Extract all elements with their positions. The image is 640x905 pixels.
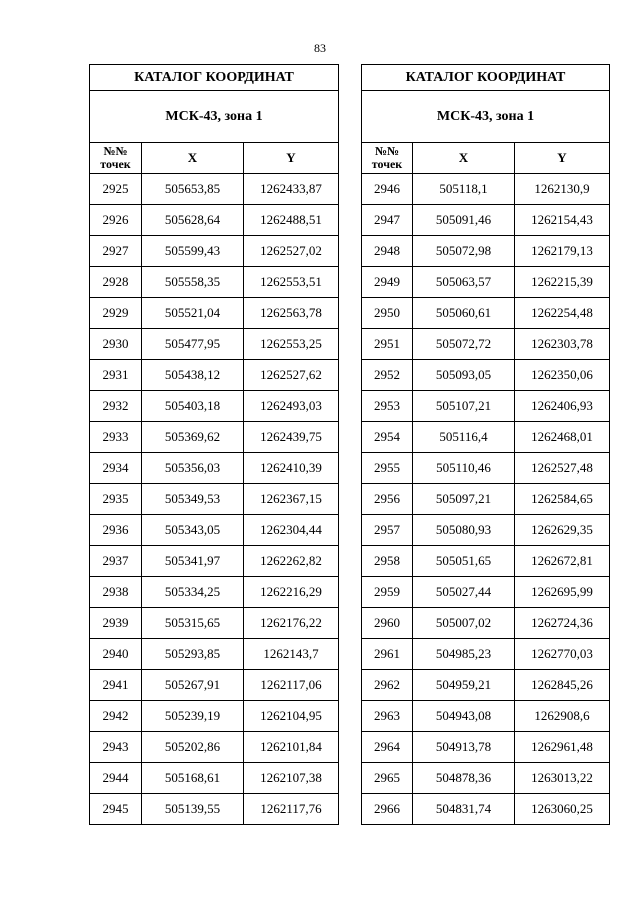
column-header-x: X [142, 143, 244, 174]
point-number-cell: 2935 [90, 484, 142, 515]
x-coordinate-cell: 505267,91 [142, 670, 244, 701]
table-row [362, 639, 610, 670]
column-header-y: Y [515, 143, 610, 174]
x-coordinate-cell: 505315,65 [142, 608, 244, 639]
y-coordinate-cell: 1262584,65 [515, 484, 610, 515]
x-coordinate-cell: 505097,21 [413, 484, 515, 515]
x-coordinate-cell: 505168,61 [142, 763, 244, 794]
table-row [90, 701, 339, 732]
y-coordinate-cell: 1262107,38 [244, 763, 339, 794]
point-number-cell: 2949 [362, 267, 413, 298]
table-row [362, 608, 610, 639]
x-coordinate-cell: 505080,93 [413, 515, 515, 546]
x-coordinate-cell: 505653,85 [142, 174, 244, 205]
point-number-cell: 2965 [362, 763, 413, 794]
y-coordinate-cell: 1262406,93 [515, 391, 610, 422]
table-row [362, 205, 610, 236]
point-number-cell: 2931 [90, 360, 142, 391]
y-coordinate-cell: 1262629,35 [515, 515, 610, 546]
table-row [362, 794, 610, 825]
x-coordinate-cell: 505063,57 [413, 267, 515, 298]
point-number-cell: 2938 [90, 577, 142, 608]
x-coordinate-cell: 505599,43 [142, 236, 244, 267]
x-coordinate-cell: 504985,23 [413, 639, 515, 670]
table-row [90, 577, 339, 608]
y-coordinate-cell: 1262101,84 [244, 732, 339, 763]
x-coordinate-cell: 505091,46 [413, 205, 515, 236]
x-coordinate-cell: 505110,46 [413, 453, 515, 484]
point-number-cell: 2963 [362, 701, 413, 732]
point-number-cell: 2950 [362, 298, 413, 329]
x-coordinate-cell: 505093,05 [413, 360, 515, 391]
point-number-cell: 2951 [362, 329, 413, 360]
point-number-cell: 2930 [90, 329, 142, 360]
table-row [90, 670, 339, 701]
catalog-title: КАТАЛОГ КООРДИНАТ [90, 65, 339, 91]
y-coordinate-cell: 1262553,51 [244, 267, 339, 298]
y-coordinate-cell: 1262961,48 [515, 732, 610, 763]
table-row [362, 453, 610, 484]
y-coordinate-cell: 1262143,7 [244, 639, 339, 670]
y-coordinate-cell: 1262672,81 [515, 546, 610, 577]
y-coordinate-cell: 1262303,78 [515, 329, 610, 360]
table-row [90, 608, 339, 639]
y-coordinate-cell: 1263060,25 [515, 794, 610, 825]
x-coordinate-cell: 505403,18 [142, 391, 244, 422]
y-coordinate-cell: 1262488,51 [244, 205, 339, 236]
x-coordinate-cell: 505293,85 [142, 639, 244, 670]
table-row [90, 484, 339, 515]
y-coordinate-cell: 1262908,6 [515, 701, 610, 732]
table-row [90, 732, 339, 763]
table-row [362, 701, 610, 732]
y-coordinate-cell: 1262439,75 [244, 422, 339, 453]
point-number-cell: 2928 [90, 267, 142, 298]
x-coordinate-cell: 505139,55 [142, 794, 244, 825]
table-row [362, 670, 610, 701]
point-number-cell: 2927 [90, 236, 142, 267]
y-coordinate-cell: 1262563,78 [244, 298, 339, 329]
x-coordinate-cell: 505072,98 [413, 236, 515, 267]
coordinate-system: МСК-43, зона 1 [90, 91, 339, 143]
y-coordinate-cell: 1262410,39 [244, 453, 339, 484]
point-number-cell: 2962 [362, 670, 413, 701]
y-coordinate-cell: 1262724,36 [515, 608, 610, 639]
table-body [362, 174, 610, 825]
table-row [90, 453, 339, 484]
column-header-x: X [413, 143, 515, 174]
point-number-cell: 2932 [90, 391, 142, 422]
point-number-cell: 2958 [362, 546, 413, 577]
y-coordinate-cell: 1262493,03 [244, 391, 339, 422]
point-number-cell: 2957 [362, 515, 413, 546]
table-row [362, 329, 610, 360]
coordinate-system: МСК-43, зона 1 [362, 91, 610, 143]
x-coordinate-cell: 505438,12 [142, 360, 244, 391]
x-coordinate-cell: 504943,08 [413, 701, 515, 732]
x-coordinate-cell: 504878,36 [413, 763, 515, 794]
y-coordinate-cell: 1262527,48 [515, 453, 610, 484]
y-coordinate-cell: 1262117,76 [244, 794, 339, 825]
x-coordinate-cell: 505349,53 [142, 484, 244, 515]
x-coordinate-cell: 505558,35 [142, 267, 244, 298]
y-coordinate-cell: 1262770,03 [515, 639, 610, 670]
table-row [90, 298, 339, 329]
table-row [90, 422, 339, 453]
y-coordinate-cell: 1262367,15 [244, 484, 339, 515]
point-number-cell: 2966 [362, 794, 413, 825]
table-row [362, 577, 610, 608]
point-number-cell: 2934 [90, 453, 142, 484]
table-row [362, 360, 610, 391]
table-row [90, 236, 339, 267]
point-number-cell: 2960 [362, 608, 413, 639]
point-number-cell: 2947 [362, 205, 413, 236]
y-coordinate-cell: 1262304,44 [244, 515, 339, 546]
column-header-point-number: №№ точек [90, 143, 142, 174]
table-row [90, 391, 339, 422]
x-coordinate-cell: 504959,21 [413, 670, 515, 701]
table-row [90, 515, 339, 546]
point-number-cell: 2926 [90, 205, 142, 236]
point-number-cell: 2948 [362, 236, 413, 267]
point-number-cell: 2933 [90, 422, 142, 453]
table-row [90, 639, 339, 670]
x-coordinate-cell: 505341,97 [142, 546, 244, 577]
table-row [362, 298, 610, 329]
x-coordinate-cell: 505060,61 [413, 298, 515, 329]
y-coordinate-cell: 1262468,01 [515, 422, 610, 453]
x-coordinate-cell: 505116,4 [413, 422, 515, 453]
table-row [362, 267, 610, 298]
x-coordinate-cell: 505072,72 [413, 329, 515, 360]
table-row [90, 546, 339, 577]
table-row [362, 732, 610, 763]
point-number-cell: 2942 [90, 701, 142, 732]
point-number-cell: 2954 [362, 422, 413, 453]
point-number-cell: 2943 [90, 732, 142, 763]
point-number-cell: 2940 [90, 639, 142, 670]
catalog-title: КАТАЛОГ КООРДИНАТ [362, 65, 610, 91]
table-row [90, 360, 339, 391]
table-row [362, 484, 610, 515]
y-coordinate-cell: 1262527,62 [244, 360, 339, 391]
point-number-cell: 2925 [90, 174, 142, 205]
x-coordinate-cell: 505334,25 [142, 577, 244, 608]
table-row [362, 391, 610, 422]
x-coordinate-cell: 505007,02 [413, 608, 515, 639]
y-coordinate-cell: 1262179,13 [515, 236, 610, 267]
column-header-y: Y [244, 143, 339, 174]
table-row [90, 763, 339, 794]
point-number-cell: 2953 [362, 391, 413, 422]
y-coordinate-cell: 1262254,48 [515, 298, 610, 329]
y-coordinate-cell: 1262215,39 [515, 267, 610, 298]
x-coordinate-cell: 505051,65 [413, 546, 515, 577]
page-number: 83 [314, 41, 326, 55]
x-coordinate-cell: 505343,05 [142, 515, 244, 546]
x-coordinate-cell: 505239,19 [142, 701, 244, 732]
table-row [90, 329, 339, 360]
coordinate-catalog-table-left [89, 64, 339, 825]
point-number-cell: 2952 [362, 360, 413, 391]
point-number-cell: 2929 [90, 298, 142, 329]
y-coordinate-cell: 1262350,06 [515, 360, 610, 391]
point-number-cell: 2946 [362, 174, 413, 205]
y-coordinate-cell: 1262262,82 [244, 546, 339, 577]
y-coordinate-cell: 1262154,43 [515, 205, 610, 236]
x-coordinate-cell: 505027,44 [413, 577, 515, 608]
x-coordinate-cell: 505477,95 [142, 329, 244, 360]
y-coordinate-cell: 1262553,25 [244, 329, 339, 360]
x-coordinate-cell: 505202,86 [142, 732, 244, 763]
table-row [362, 515, 610, 546]
table-row [362, 763, 610, 794]
y-coordinate-cell: 1263013,22 [515, 763, 610, 794]
table-row [362, 422, 610, 453]
y-coordinate-cell: 1262695,99 [515, 577, 610, 608]
x-coordinate-cell: 505107,21 [413, 391, 515, 422]
point-number-cell: 2945 [90, 794, 142, 825]
y-coordinate-cell: 1262176,22 [244, 608, 339, 639]
y-coordinate-cell: 1262130,9 [515, 174, 610, 205]
x-coordinate-cell: 504831,74 [413, 794, 515, 825]
x-coordinate-cell: 505356,03 [142, 453, 244, 484]
point-number-cell: 2941 [90, 670, 142, 701]
point-number-cell: 2956 [362, 484, 413, 515]
point-number-cell: 2937 [90, 546, 142, 577]
y-coordinate-cell: 1262527,02 [244, 236, 339, 267]
x-coordinate-cell: 505118,1 [413, 174, 515, 205]
table-row [362, 174, 610, 205]
point-number-cell: 2944 [90, 763, 142, 794]
coordinate-catalog-table-right [361, 64, 610, 825]
x-coordinate-cell: 505369,62 [142, 422, 244, 453]
x-coordinate-cell: 505628,64 [142, 205, 244, 236]
point-number-cell: 2955 [362, 453, 413, 484]
table-body [90, 174, 339, 825]
x-coordinate-cell: 504913,78 [413, 732, 515, 763]
column-header-point-number: №№ точек [362, 143, 413, 174]
point-number-cell: 2964 [362, 732, 413, 763]
point-number-cell: 2959 [362, 577, 413, 608]
y-coordinate-cell: 1262845,26 [515, 670, 610, 701]
table-row [362, 236, 610, 267]
table-row [90, 267, 339, 298]
y-coordinate-cell: 1262117,06 [244, 670, 339, 701]
y-coordinate-cell: 1262104,95 [244, 701, 339, 732]
x-coordinate-cell: 505521,04 [142, 298, 244, 329]
y-coordinate-cell: 1262216,29 [244, 577, 339, 608]
table-row [90, 205, 339, 236]
point-number-cell: 2936 [90, 515, 142, 546]
table-row [90, 794, 339, 825]
point-number-cell: 2961 [362, 639, 413, 670]
y-coordinate-cell: 1262433,87 [244, 174, 339, 205]
table-row [90, 174, 339, 205]
table-row [362, 546, 610, 577]
point-number-cell: 2939 [90, 608, 142, 639]
